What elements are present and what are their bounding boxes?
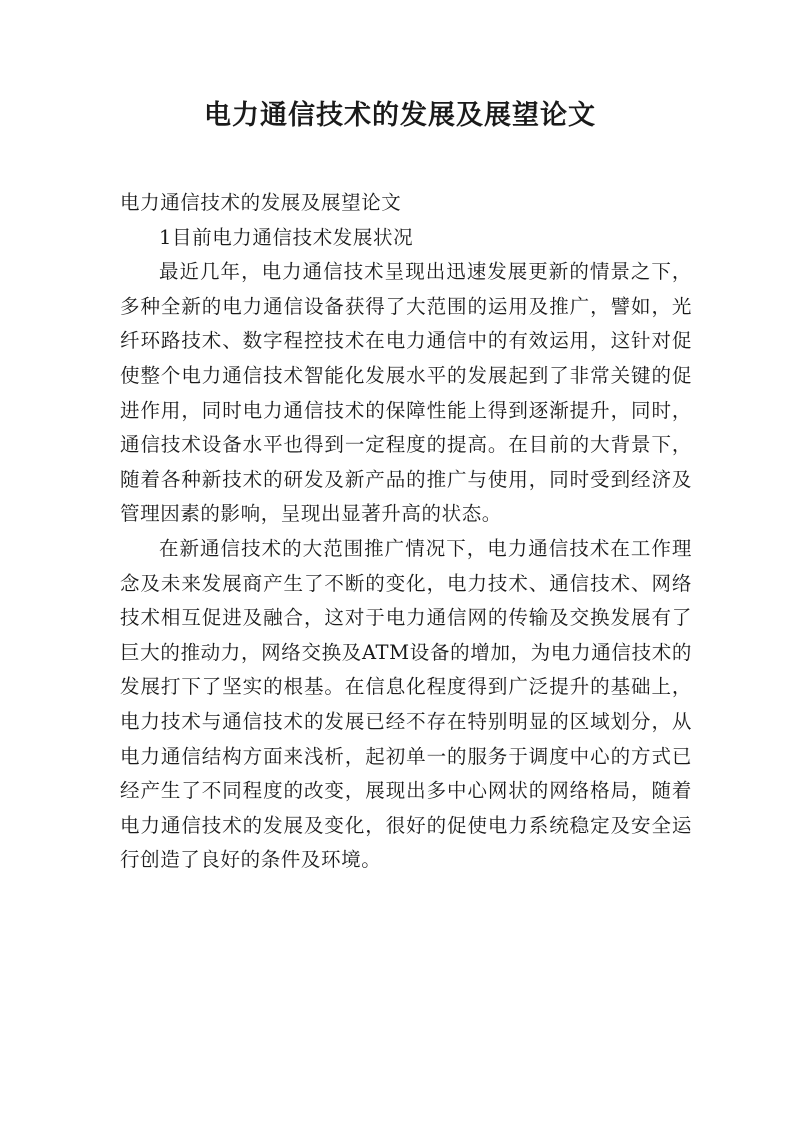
document-subtitle: 电力通信技术的发展及展望论文	[120, 191, 402, 214]
section-heading: 1目前电力通信技术发展状况	[159, 225, 414, 249]
paragraph-2: 在新通信技术的大范围推广情况下，电力通信技术在工作理念及未来发展商产生了不断的变化，电力技术、通信技术、网络技术相互促进及融合，这对于电力通信网的传输及交换发展有了巨大的推动力，网络交换及ATM设备的增加，为电力通信技术的发展打下了坚实的根基。在信息化程度得到广泛提升的基础上，电力技术与通信技术的发展已经不存在特别明显的区域划分，从电力通信结构方面来浅析，起初单一的服务于调度中心的方式已经产生了不同程度的改变，展现出多中心网状的网络格局，随着电力通信技术的发展及变化，很好的促使电力系统稳定及安全运行创造了良好的条件及环境。	[120, 536, 692, 872]
document-body	[120, 186, 692, 878]
paragraph-1: 最近几年，电力通信技术呈现出迅速发展更新的情景之下，多种全新的电力通信设备获得了大范围的运用及推广，譬如，光纤环路技术、数字程控技术在电力通信中的有效运用，这针对促使整个电力通信技术智能化发展水平的发展起到了非常关键的促进作用，同时电力通信技术的保障性能上得到逐渐提升，同时，通信技术设备水平也得到一定程度的提高。在目前的大背景下，随着各种新技术的研发及新产品的推广与使用，同时受到经济及管理因素的影响，呈现出显著升高的状态。	[120, 260, 692, 526]
document-title: 电力通信技术的发展及展望论文	[204, 100, 596, 131]
